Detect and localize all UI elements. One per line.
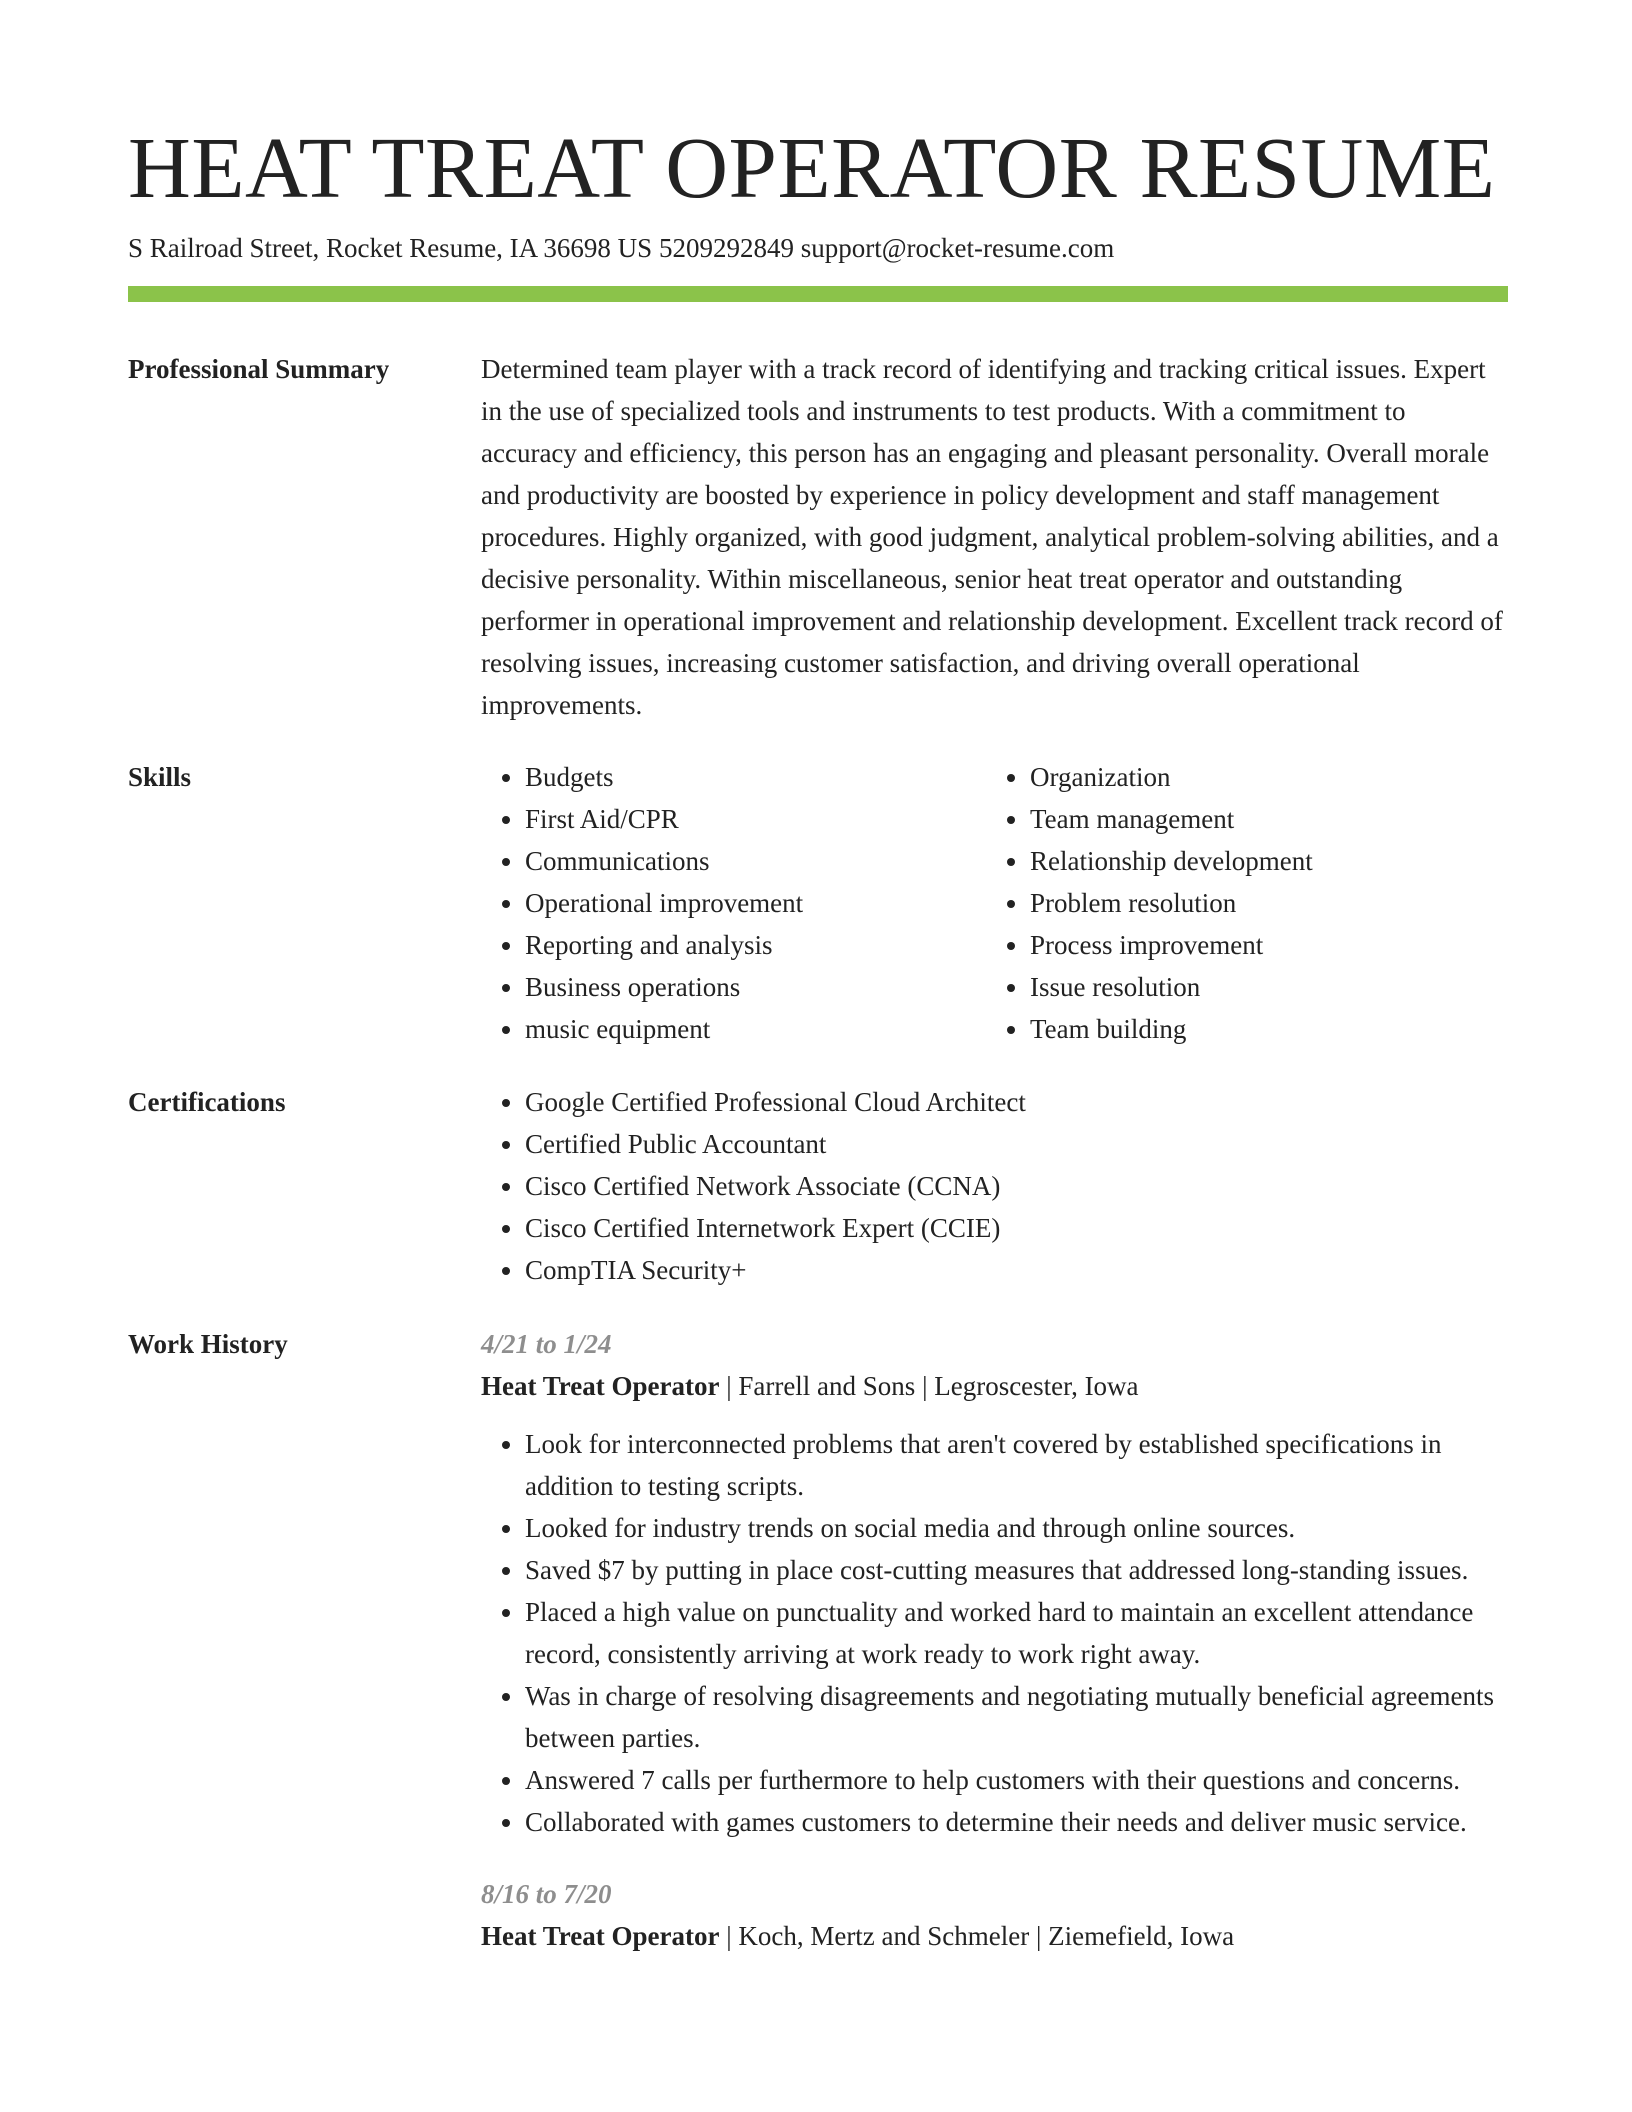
skills-label: Skills [128, 762, 192, 792]
job-bullet: • Looked for industry trends on social media and through online sources. [525, 1507, 1508, 1549]
summary-label: Professional Summary [128, 354, 390, 384]
job-bullet: • Look for interconnected problems that aren't covered by established specifications in addition to testing scripts. [525, 1423, 1508, 1507]
skill-item: • Reporting and analysis [525, 924, 986, 966]
skill-item: • Issue resolution [1030, 966, 1491, 1008]
job-bullet: • Placed a high value on punctuality and worked hard to maintain an excellent attendance record, consistently arriving at work ready to work right away. [525, 1591, 1508, 1675]
certifications-body [481, 1081, 1508, 1291]
job-heading [481, 1915, 1508, 1957]
skill-item: • Budgets [525, 756, 986, 798]
work-history-label: Work History [128, 1329, 288, 1359]
job-bullet: • Collaborated with games customers to determine their needs and deliver music service. [525, 1801, 1508, 1843]
certification-item: • Google Certified Professional Cloud Architect [525, 1081, 1508, 1123]
skills-list-right [986, 756, 1491, 1050]
skill-item: • First Aid/CPR [525, 798, 986, 840]
resume-title: HEAT TREAT OPERATOR RESUME [128, 119, 1496, 216]
skill-item: • Communications [525, 840, 986, 882]
certification-item: • Cisco Certified Network Associate (CCNA) [525, 1165, 1508, 1207]
skill-item: • Team building [1030, 1008, 1491, 1050]
job-dates: 4/21 to 1/24 [481, 1329, 612, 1359]
job-bullet: • Saved $7 by putting in place cost-cutting measures that addressed long-standing issues. [525, 1549, 1508, 1591]
skill-item: • Team management [1030, 798, 1491, 840]
skill-item: • Organization [1030, 756, 1491, 798]
certification-item: • CompTIA Security+ [525, 1249, 1508, 1291]
skill-item: • Operational improvement [525, 882, 986, 924]
certifications-label: Certifications [128, 1087, 286, 1117]
job-title: Heat Treat Operator [481, 1371, 720, 1401]
job-heading [481, 1365, 1508, 1407]
skills-columns [481, 756, 1508, 1050]
skill-item: • Problem resolution [1030, 882, 1491, 924]
skill-item: • Business operations [525, 966, 986, 1008]
job-details: | Koch, Mertz and Schmeler | Ziemefield, Iowa [719, 1921, 1235, 1951]
summary-text: Determined team player with a track record of identifying and tracking critical issues. Expert in the use of specialized tools and instruments to test products. With a commitment to accuracy and efficiency, this person has an engaging and pleasant personality. Overall morale and productivity are boosted by experience in policy development and staff management procedures. Highly organized, with good judgment, analytical problem-solving abilities, and a decisive personality. Within miscellaneous, senior heat treat operator and outstanding performer in operational improvement and relationship development. Excellent track record of resolving issues, increasing customer satisfaction, and driving overall operational improvements. [481, 354, 1503, 720]
job-bullet: • Was in charge of resolving disagreements and negotiating mutually beneficial agreements between parties. [525, 1675, 1508, 1759]
job-title: Heat Treat Operator [481, 1921, 720, 1951]
skill-item: • Relationship development [1030, 840, 1491, 882]
job-details: | Farrell and Sons | Legroscester, Iowa [719, 1371, 1139, 1401]
job-entry [481, 1323, 1508, 1843]
job-bullet-list [481, 1423, 1508, 1843]
certifications-list [481, 1081, 1508, 1291]
contact-line: S Railroad Street, Rocket Resume, IA 36698 US 5209292849 support@rocket-resume.com [128, 233, 1115, 263]
accent-divider [128, 286, 1508, 302]
skills-list-left [481, 756, 986, 1050]
skill-item: • Process improvement [1030, 924, 1491, 966]
summary-body [481, 348, 1508, 726]
job-dates: 8/16 to 7/20 [481, 1879, 612, 1909]
work-history-body [481, 1323, 1508, 1957]
certification-item: • Certified Public Accountant [525, 1123, 1508, 1165]
skill-item: • music equipment [525, 1008, 986, 1050]
certification-item: • Cisco Certified Internetwork Expert (CCIE) [525, 1207, 1508, 1249]
job-bullet: • Answered 7 calls per furthermore to help customers with their questions and concerns. [525, 1759, 1508, 1801]
job-entry [481, 1873, 1508, 1957]
